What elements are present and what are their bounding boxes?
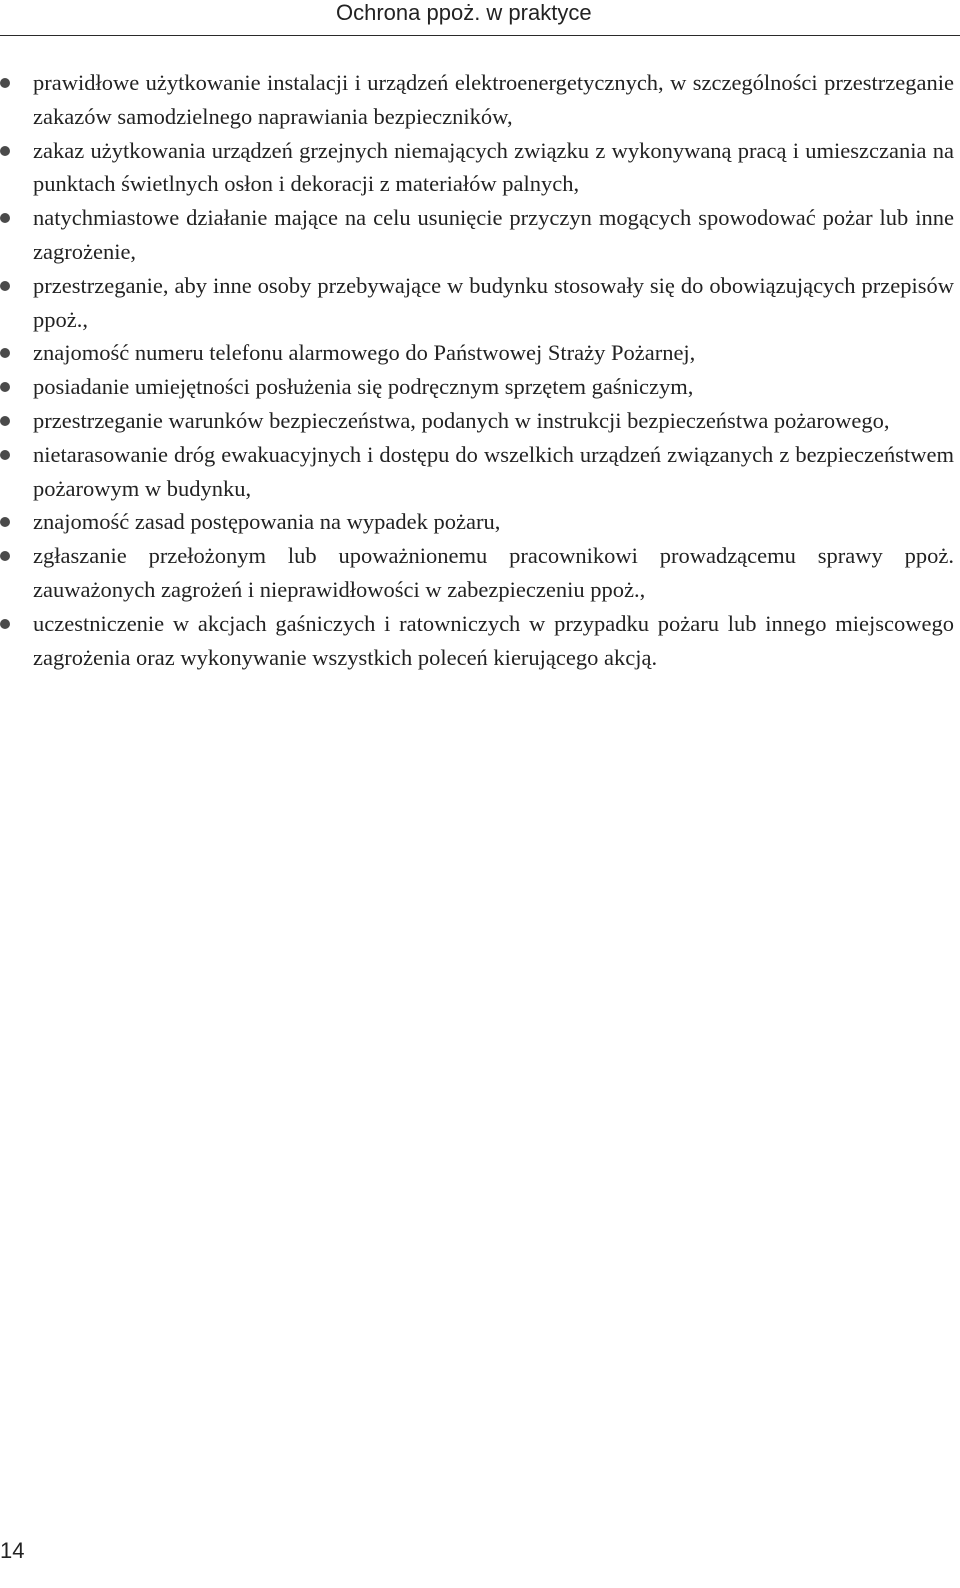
bullet-point-icon bbox=[0, 517, 10, 527]
list-item bbox=[0, 539, 960, 607]
list-item bbox=[0, 336, 960, 370]
list-item-text: znajomość numeru telefonu alarmowego do Państwowej Straży Pożarnej, bbox=[33, 340, 696, 366]
list-item-text: zakaz użytkowania urządzeń grzejnych niemających związku z wykonywaną pracą i umieszczania na punktach świetlnych osłon i dekoracji z materiałów palnych, bbox=[33, 137, 954, 197]
bullet-point-icon bbox=[0, 382, 10, 392]
list-item-text: nietarasowanie dróg ewakuacyjnych i dostępu do wszelkich urządzeń związanych z bezpieczeństwem pożarowym w budynku, bbox=[33, 441, 954, 501]
list-item bbox=[0, 66, 960, 134]
list-item-text: przestrzeganie, aby inne osoby przebywające w budynku stosowały się do obowiązujących przepisów ppoż., bbox=[33, 272, 954, 332]
list-item-text: uczestniczenie w akcjach gaśniczych i ratowniczych w przypadku pożaru lub innego miejscowego zagrożenia oraz wykonywanie wszystkich poleceń kierującego akcją. bbox=[33, 610, 954, 670]
bullet-point-icon bbox=[0, 619, 10, 629]
list-item bbox=[0, 607, 960, 675]
list-item bbox=[0, 269, 960, 337]
bullet-point-icon bbox=[0, 146, 10, 156]
list-item bbox=[0, 201, 960, 269]
list-item-text: natychmiastowe działanie mające na celu usunięcie przyczyn mogących spowodować pożar lub inne zagrożenie, bbox=[33, 205, 954, 264]
running-header-title: Ochrona ppoż. w praktyce bbox=[336, 0, 592, 25]
list-item-text: zgłaszanie przełożonym lub upoważnionemu pracownikowi prowadzącemu sprawy ppoż. zauważonych zagrożeń i nieprawidłowości w zabezpieczeniu ppoż., bbox=[33, 543, 954, 602]
bullet-point-icon bbox=[0, 348, 10, 358]
list-item-text: prawidłowe użytkowanie instalacji i urządzeń elektroenergetycznych, w szczególności przestrzeganie zakazów samodzielnego naprawiania bezpieczników, bbox=[33, 70, 954, 129]
page-number: 14 bbox=[0, 1538, 25, 1563]
list-item-text: posiadanie umiejętności posłużenia się podręcznym sprzętem gaśniczym, bbox=[33, 374, 694, 400]
bullet-point-icon bbox=[0, 78, 10, 88]
list-item bbox=[0, 370, 960, 404]
list-item bbox=[0, 134, 960, 202]
bullet-point-icon bbox=[0, 213, 10, 223]
bullet-point-icon bbox=[0, 551, 10, 561]
list-item bbox=[0, 404, 960, 438]
list-item bbox=[0, 438, 960, 506]
list-item-text: przestrzeganie warunków bezpieczeństwa, podanych w instrukcji bezpieczeństwa pożarowego, bbox=[33, 407, 890, 433]
running-header bbox=[0, 0, 960, 36]
bullet-point-icon bbox=[0, 416, 10, 426]
list-item bbox=[0, 505, 960, 539]
bullet-point-icon bbox=[0, 281, 10, 291]
list-item-text: znajomość zasad postępowania na wypadek pożaru, bbox=[33, 509, 501, 535]
bullet-list bbox=[0, 66, 960, 674]
bullet-point-icon bbox=[0, 450, 10, 460]
